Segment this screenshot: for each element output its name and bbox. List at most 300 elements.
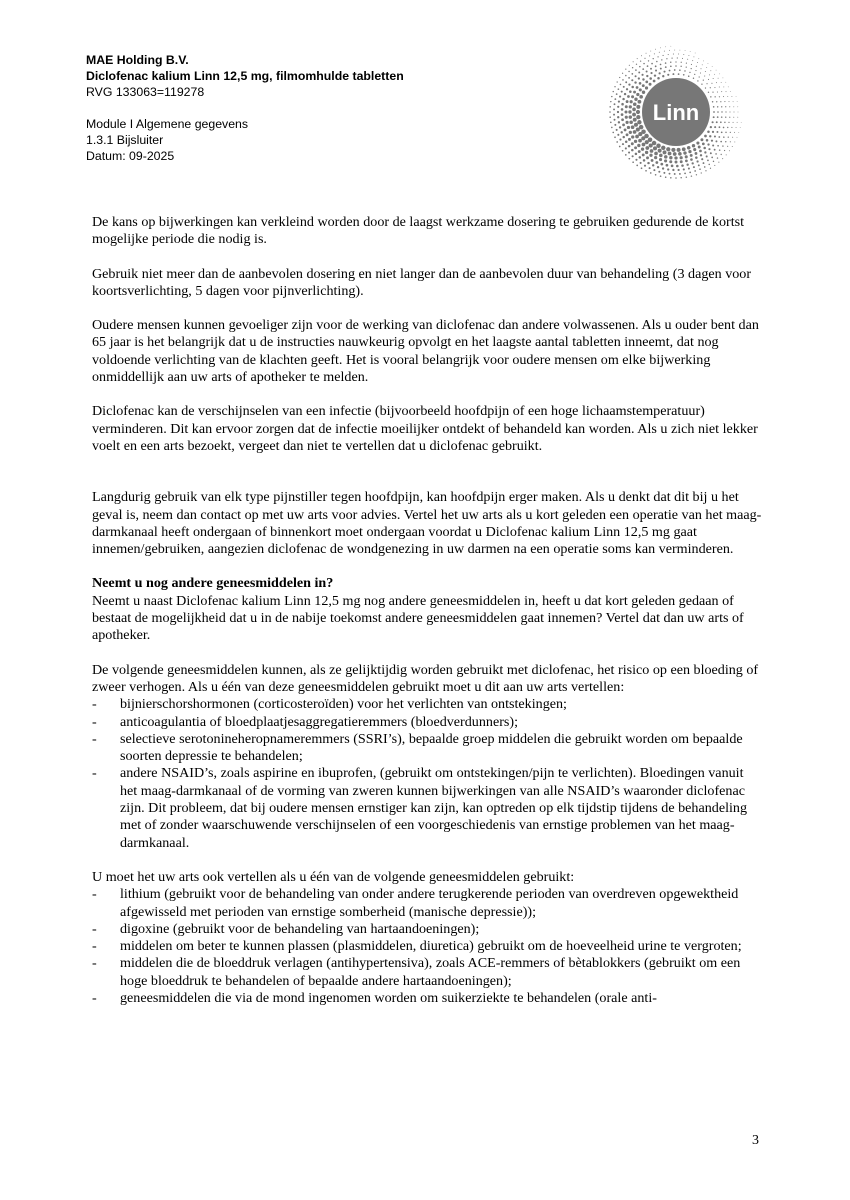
logo-dot <box>663 150 667 154</box>
logo-dot <box>670 177 672 179</box>
logo-dot <box>626 100 629 103</box>
logo-dot <box>641 147 644 150</box>
logo-dot <box>610 101 611 102</box>
logo-dot <box>616 93 618 95</box>
logo-dot <box>717 111 719 113</box>
logo-dot <box>623 136 625 138</box>
logo-dot <box>695 70 696 71</box>
logo-dot <box>730 91 731 92</box>
logo-dot <box>695 152 698 155</box>
logo-dot <box>701 158 703 160</box>
logo-dot <box>628 71 629 72</box>
logo-dot <box>705 170 706 171</box>
list-item: - bijnierschorshormonen (corticosteroïden) voor het verlichten van ontstekingen; <box>92 696 762 713</box>
logo-dot <box>651 63 653 65</box>
logo-dot <box>671 165 674 168</box>
logo-dot <box>629 120 633 124</box>
logo-dot <box>645 140 649 144</box>
logo-dot <box>625 75 627 77</box>
logo-dot <box>675 61 676 62</box>
logo-dot <box>659 154 663 158</box>
logo-dot <box>632 67 633 68</box>
logo-dot <box>725 106 726 107</box>
logo-dot <box>715 96 716 97</box>
logo-dot <box>732 137 733 138</box>
section-label: 1.3.1 Bijsluiter <box>86 133 164 147</box>
logo-dot <box>621 91 623 93</box>
logo-dot <box>614 124 616 126</box>
logo-dot <box>629 105 632 108</box>
logo-dot <box>686 164 688 166</box>
logo-dot <box>722 158 723 159</box>
logo-dot <box>664 155 668 159</box>
logo-dot <box>665 66 667 68</box>
logo-dot <box>670 65 672 67</box>
logo-dot <box>670 46 671 47</box>
logo-dot <box>724 122 725 123</box>
logo-dot <box>704 151 706 153</box>
logo-dot <box>645 151 648 154</box>
logo-dot <box>621 108 624 111</box>
logo-dot <box>702 64 703 65</box>
logo-dot <box>682 58 683 59</box>
logo-dot <box>625 105 628 108</box>
logo-dot <box>664 51 665 52</box>
logo-dot <box>702 143 705 146</box>
logo-dot <box>725 132 726 133</box>
logo-dot <box>704 166 706 168</box>
logo-dot <box>640 60 641 61</box>
logo-dot <box>659 72 661 74</box>
logo-dot <box>710 87 711 88</box>
logo-dot <box>680 160 683 163</box>
logo-dot <box>645 170 647 172</box>
logo-dot <box>669 156 672 159</box>
logo-dot <box>732 146 733 147</box>
logo-dot <box>707 130 710 133</box>
logo-dot <box>737 101 738 102</box>
logo-dot <box>719 126 721 128</box>
logo-dot <box>646 53 647 54</box>
logo-dot <box>652 164 654 166</box>
logo-dot <box>628 138 631 141</box>
logo-dot <box>683 168 685 170</box>
logo-dot <box>629 115 632 118</box>
logo-dot <box>704 135 707 138</box>
logo-dot <box>638 139 642 143</box>
logo-dot <box>636 105 640 109</box>
logo-dot <box>692 162 694 164</box>
logo-dot <box>711 140 713 142</box>
logo-dot <box>664 159 667 162</box>
logo-dot <box>714 87 715 88</box>
logo-dot <box>699 150 702 153</box>
logo-dot <box>609 106 611 108</box>
logo-dot <box>622 73 623 74</box>
logo-dot <box>731 127 732 128</box>
logo-dot <box>737 117 738 118</box>
logo-dot <box>684 172 686 174</box>
logo-dot <box>678 54 679 55</box>
company-name: MAE Holding B.V. <box>86 53 189 67</box>
logo-dot <box>693 148 696 151</box>
logo-dot <box>630 100 633 103</box>
logo-dot <box>701 172 702 173</box>
logo-dot <box>700 154 702 156</box>
logo-dot <box>737 137 738 138</box>
logo-dot <box>733 106 734 107</box>
logo-dot <box>614 103 616 105</box>
logo-dot <box>727 96 728 97</box>
logo-dot <box>725 111 726 112</box>
logo-dot <box>725 117 726 118</box>
logo-dot <box>683 74 685 76</box>
logo-dot <box>653 169 655 171</box>
logo-dot <box>690 158 693 161</box>
logo-dot <box>646 156 649 159</box>
logo-dot <box>633 130 637 134</box>
logo-dot <box>734 112 735 113</box>
logo-dot <box>717 116 719 118</box>
logo-dot <box>682 147 686 151</box>
logo-dot <box>721 91 722 92</box>
logo-dot <box>713 78 714 79</box>
logo-dot <box>628 145 631 148</box>
logo-dot <box>689 72 690 73</box>
logo-dot <box>656 61 658 63</box>
logo-dot <box>727 127 728 128</box>
logo-dot <box>674 173 676 175</box>
logo-dot <box>706 83 707 84</box>
logo-dot <box>720 101 721 102</box>
logo-dot <box>677 57 678 58</box>
logo-dot <box>631 149 634 152</box>
logo-dot <box>616 141 618 143</box>
logo-dot <box>688 150 691 153</box>
list-item: - geneesmiddelen die via de mond ingenomen worden om suikerziekte te behandelen (orale anti- <box>92 990 762 1007</box>
logo-dot <box>636 86 639 89</box>
logo-dot <box>619 126 621 128</box>
logo-dot <box>691 68 692 69</box>
logo-dot <box>620 84 622 86</box>
logo-dot <box>680 66 681 67</box>
logo-dot <box>650 51 651 52</box>
logo-dot <box>636 165 638 167</box>
logo-dot <box>713 161 714 162</box>
logo-dot <box>657 77 660 80</box>
logo-dot <box>636 64 637 65</box>
logo-dot <box>661 59 662 60</box>
logo-dot <box>620 131 622 133</box>
logo-dot <box>665 176 667 178</box>
logo-dot <box>697 80 698 81</box>
logo-dot <box>666 58 667 59</box>
logo-dot <box>626 88 628 90</box>
logo-dot <box>685 155 688 158</box>
logo-dot <box>635 69 637 71</box>
logo-dot <box>712 101 714 103</box>
logo-dot <box>612 132 614 134</box>
logo-dot <box>715 140 717 142</box>
list-item: - andere NSAID’s, zoals aspirine en ibuprofen, (gebruikt om ontstekingen/pijn te verlichten). Bloedingen vanuit het maag-darmkanaal of de vorming van zweren kunnen bijwerkingen van alle NSAID’s waaronder diclofenac zijn. Dit probleem, dat bij oudere mensen ernstiger kan zijn, kan optreden op elk tijdstip tijdens de behandeling met of zonder waarschuwende verschijnselen of een voorgeschiedenis van ernstige problemen van het maag-darmkanaal. <box>92 765 762 851</box>
logo-dot <box>622 124 625 127</box>
logo-dot <box>641 136 645 140</box>
list-item: - selectieve serotonineheropnameremmers (SSRI’s), bepaalde groep middelen die gebruikt worden om bepaalde soorten depressie te behandelen; <box>92 731 762 766</box>
logo-dot <box>654 152 658 156</box>
logo-dot <box>662 75 664 77</box>
logo-dot <box>693 78 694 79</box>
logo-dot <box>632 155 634 157</box>
logo-dot <box>609 111 611 113</box>
logo-dot <box>638 77 640 79</box>
logo-dot <box>636 93 639 96</box>
logo-dot <box>721 106 722 107</box>
logo-dot <box>718 162 719 163</box>
logo-dot <box>617 111 619 113</box>
logo-dot <box>700 138 703 141</box>
logo-dot <box>721 154 722 155</box>
logo-dot <box>631 125 635 129</box>
logo-dot <box>628 158 630 160</box>
logo-dot <box>655 161 658 164</box>
list-item: - anticoagulantia of bloedplaatjesaggregatieremmers (bloedverdunners); <box>92 714 762 731</box>
logo-dot <box>613 91 614 92</box>
logo-dot <box>638 132 642 136</box>
logo-dot <box>660 175 662 177</box>
logo-dot <box>611 127 613 129</box>
logo-dot <box>624 93 626 95</box>
logo-dot <box>656 144 660 148</box>
logo-dot <box>614 98 616 100</box>
logo-dot <box>655 49 656 50</box>
logo-dot <box>711 83 712 84</box>
logo-dot <box>720 141 722 143</box>
document-date: Datum: 09-2025 <box>86 149 175 163</box>
paragraph: Gebruik niet meer dan de aanbevolen dosering en niet langer dan de aanbevolen duur van behandeling (3 dagen voor koortsverlichting, 5 dagen voor pijnverlichting). <box>92 265 752 299</box>
logo-dot <box>611 96 612 97</box>
logo-dot <box>703 147 706 150</box>
logo-dot <box>688 75 690 77</box>
logo-dot <box>670 62 671 63</box>
logo-dot <box>712 121 714 123</box>
logo-dot <box>674 69 676 71</box>
logo-dot <box>663 55 664 56</box>
logo-dot <box>713 111 715 113</box>
logo-dot <box>645 80 648 83</box>
logo-dot <box>719 87 720 88</box>
logo-dot <box>688 55 689 56</box>
logo-dot <box>654 74 656 76</box>
list-item: - lithium (gebruikt voor de behandeling van onder andere terugkerende perioden van overdreven opgewektheid afgewisseld met perioden van ernstige somberheid (manische depressie)); <box>92 886 762 921</box>
logo-dot <box>708 92 709 93</box>
logo-dot <box>683 151 686 154</box>
logo-dot <box>728 101 729 102</box>
logo-dot <box>650 72 652 74</box>
logo-dot <box>671 58 672 59</box>
logo-dot <box>658 149 662 153</box>
logo-dot <box>643 63 644 64</box>
logo-dot <box>621 118 624 121</box>
logo-dot <box>638 100 642 104</box>
logo-dot <box>621 103 624 106</box>
logo-dot <box>633 118 637 122</box>
logo-dot <box>650 172 652 174</box>
logo-dot <box>730 141 731 142</box>
logo-dot <box>725 82 726 83</box>
logo-dot <box>669 173 671 175</box>
logo-dot <box>653 146 657 150</box>
list-item: - middelen om beter te kunnen plassen (plasmiddelen, diuretica) gebruikt om de hoeveelheid urine te vergroten; <box>92 938 762 955</box>
logo-dot <box>647 65 649 67</box>
logo-dot <box>741 122 742 123</box>
logo-dot <box>675 65 677 67</box>
logo-dot <box>628 151 630 153</box>
logo-dot <box>658 171 660 173</box>
logo-dot <box>673 152 677 156</box>
logo-dot <box>618 88 620 90</box>
logo-dot <box>624 110 627 113</box>
logo-dot <box>629 90 632 93</box>
logo-dot <box>626 133 629 136</box>
logo-dot <box>714 74 715 75</box>
logo-dot <box>635 75 637 77</box>
logo-dot <box>622 79 624 81</box>
logo-dot <box>723 78 724 79</box>
logo-dot <box>687 146 691 150</box>
logo-dot <box>720 121 722 123</box>
logo-dot <box>710 152 712 154</box>
logo-dot <box>638 72 640 74</box>
logo-dot <box>667 74 669 76</box>
logo-dot <box>634 81 636 83</box>
logo-dot <box>642 78 644 80</box>
logo-dot <box>626 121 629 124</box>
logo-dot <box>700 72 701 73</box>
logo-dot <box>721 116 723 118</box>
logo-dot <box>711 157 713 159</box>
logo-dot <box>721 82 722 83</box>
logo-dot <box>704 75 705 76</box>
logo-dot <box>613 114 615 116</box>
logo-dot <box>719 149 721 151</box>
logo-dot <box>616 129 618 131</box>
logo-dot <box>631 142 634 145</box>
logo-dot <box>734 142 735 143</box>
logo-dot <box>617 106 619 108</box>
logo-dot <box>613 108 615 110</box>
logo-dot <box>649 154 652 157</box>
logo-dot <box>736 127 737 128</box>
logo-dot <box>661 146 665 150</box>
logo-dot <box>609 116 611 118</box>
logo-dot <box>618 101 620 103</box>
logo-dot <box>636 115 640 119</box>
logo-dot <box>634 140 637 143</box>
logo-dot <box>674 50 675 51</box>
logo-dot <box>653 80 656 83</box>
paragraph: De kans op bijwerkingen kan verkleind worden door de laagst werkzame dosering te gebruiken gedurende de kortst mogelijke periode die nodig is. <box>92 214 745 248</box>
logo-dot <box>639 95 643 99</box>
logo-dot <box>619 146 621 148</box>
logo-dot <box>648 60 649 61</box>
logo-dot <box>624 129 627 132</box>
logo-dot <box>662 167 664 169</box>
logo-dot <box>643 159 646 162</box>
logo-dot <box>657 56 658 57</box>
logo-dot <box>714 165 715 166</box>
logo-dot <box>660 68 662 70</box>
logo-dot <box>622 98 624 100</box>
logo-dot <box>678 73 680 75</box>
logo-dot <box>666 147 670 151</box>
logo-dot <box>646 71 648 73</box>
logo-dot <box>617 134 619 136</box>
logo-dot <box>694 74 695 75</box>
logo-dot <box>729 111 730 112</box>
logo-dot <box>695 53 696 54</box>
logo-dot <box>634 98 637 101</box>
logo-dot <box>622 143 624 145</box>
logo-dot <box>703 79 704 80</box>
logo-dot <box>690 154 693 157</box>
logo-dot <box>614 119 616 121</box>
logo-dot <box>714 126 716 128</box>
logo-dot <box>641 74 643 76</box>
logo-dot <box>625 81 627 83</box>
logo-dot <box>637 144 640 147</box>
logo-dot <box>679 50 680 51</box>
logo-dot <box>629 65 630 66</box>
logo-dot <box>721 132 723 134</box>
logo-dot <box>655 65 657 67</box>
logo-dot <box>610 122 612 124</box>
logo-dot <box>737 106 738 107</box>
logo-dot <box>687 59 688 60</box>
logo-dot <box>713 116 715 118</box>
logo-dot <box>649 83 652 86</box>
logo-dot <box>681 164 684 167</box>
logo-dot <box>701 84 702 85</box>
logo-dot <box>679 173 681 175</box>
logo-dot <box>691 64 692 65</box>
logo-dot <box>719 96 720 97</box>
logo-dot <box>638 150 641 153</box>
medication-list <box>92 886 762 1007</box>
logo-dot <box>668 54 669 55</box>
logo-dot <box>669 160 672 163</box>
logo-dot <box>674 156 677 159</box>
logo-dot <box>633 103 637 107</box>
logo-dot <box>635 153 638 156</box>
logo-dot <box>696 66 697 67</box>
logo-dot <box>693 166 695 168</box>
linn-logo <box>604 40 748 184</box>
logo-dot <box>695 156 698 159</box>
logo-dot <box>684 70 685 71</box>
logo-dot <box>659 52 660 53</box>
logo-dot <box>718 78 719 79</box>
logo-dot <box>723 136 725 138</box>
logo-dot <box>644 58 645 59</box>
logo-dot <box>617 116 619 118</box>
logo-dot <box>685 160 688 163</box>
logo-dot <box>614 136 616 138</box>
logo-dot <box>696 160 698 162</box>
logo-dot <box>617 81 618 82</box>
logo-dot <box>692 60 693 61</box>
logo-dot <box>642 153 645 156</box>
logo-dot <box>631 135 634 138</box>
